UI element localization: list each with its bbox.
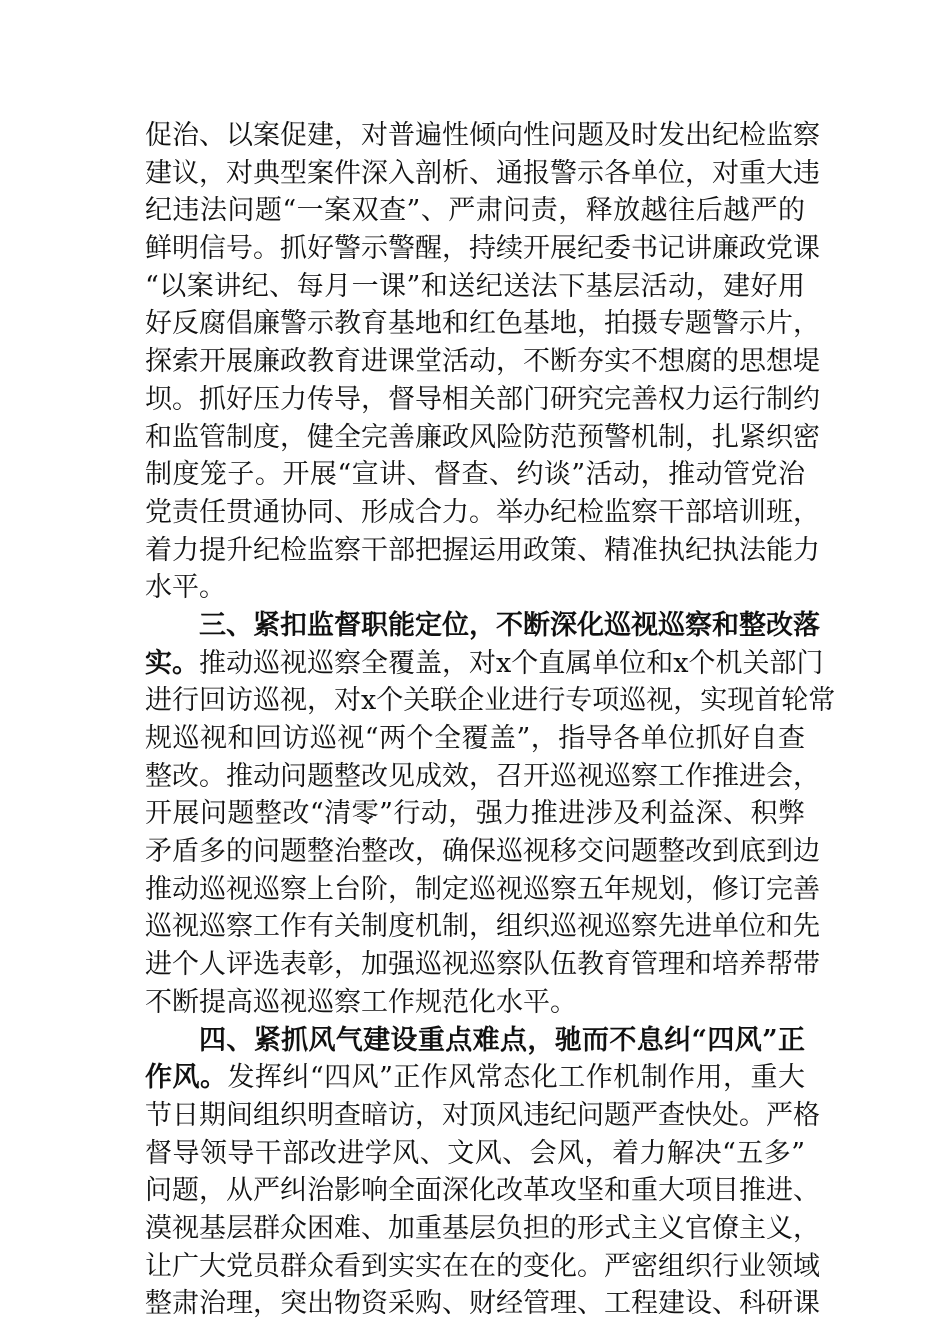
- text-line: [145, 494, 820, 532]
- text-line: [145, 1172, 820, 1210]
- text-line: [145, 1022, 805, 1060]
- text-run: 开展问题整改“清零”行动，强力推进涉及利益深、积弊: [145, 798, 805, 830]
- text-run: 鲜明信号。抓好警示警醒，持续开展纪委书记讲廉政党课: [145, 233, 820, 265]
- text-run: 节日期间组织明查暗访，对顶风违纪问题严查快处。严格: [145, 1099, 820, 1131]
- text-run: 坝。抓好压力传导，督导相关部门研究完善权力运行制约: [145, 383, 820, 415]
- text-line: [145, 1285, 820, 1323]
- text-line: [145, 720, 805, 758]
- text-run: “以案讲纪、每月一课”和送纪送法下基层活动，建好用: [145, 270, 805, 302]
- text-line: [145, 456, 805, 494]
- text-line: [145, 946, 820, 984]
- text-run: 整改。推动问题整改见成效，召开巡视巡察工作推进会，: [145, 760, 820, 792]
- text-run: 不断提高巡视巡察工作规范化水平。: [145, 986, 577, 1018]
- text-line: [145, 871, 820, 909]
- text-line: [145, 569, 805, 607]
- bold-heading-run: 作风。: [145, 1062, 228, 1094]
- text-line: [145, 984, 805, 1022]
- text-line: [145, 192, 805, 230]
- text-line: [145, 1097, 820, 1135]
- text-line: [145, 1248, 820, 1286]
- text-line: [145, 795, 805, 833]
- text-line: [145, 268, 805, 306]
- text-line: [145, 1059, 805, 1097]
- text-line: [145, 645, 824, 683]
- text-run: 好反腐倡廉警示教育基地和红色基地，拍摄专题警示片，: [145, 308, 820, 340]
- text-run: 进行回访巡视，对x个关联企业进行专项巡视，实现首轮常: [145, 685, 836, 717]
- text-run: 建议，对典型案件深入剖析、通报警示各单位，对重大违: [145, 157, 820, 189]
- bold-heading-run: 实。: [145, 647, 199, 679]
- text-line: [145, 607, 820, 645]
- text-line: [145, 1135, 805, 1173]
- text-run: 整肃治理，突出物资采购、财经管理、工程建设、科研课: [145, 1288, 820, 1320]
- text-line: [145, 155, 820, 193]
- text-line: [145, 305, 820, 343]
- text-line: [145, 833, 820, 871]
- text-run: 水平。: [145, 572, 226, 604]
- text-run: 制度笼子。开展“宣讲、督查、约谈”活动，推动管党治: [145, 459, 805, 491]
- text-line: [145, 381, 820, 419]
- text-line: [145, 532, 820, 570]
- text-run: 巡视巡察工作有关制度机制，组织巡视巡察先进单位和先: [145, 911, 820, 943]
- bold-heading-run: 三、紧扣监督职能定位，不断深化巡视巡察和整改落: [199, 609, 820, 641]
- text-run: 规巡视和回访巡视“两个全覆盖”，指导各单位抓好自查: [145, 723, 805, 754]
- text-run: 矛盾多的问题整治整改，确保巡视移交问题整改到底到边: [145, 836, 820, 868]
- text-line: [145, 682, 836, 720]
- text-run: 推动巡视巡察上台阶，制定巡视巡察五年规划，修订完善: [145, 873, 820, 905]
- text-run: 探索开展廉政教育进课堂活动，不断夯实不想腐的思想堤: [145, 346, 820, 378]
- text-run: 着力提升纪检监察干部把握运用政策、精准执纪执法能力: [145, 534, 820, 566]
- text-line: [145, 419, 820, 457]
- text-run: 推动巡视巡察全覆盖，对x个直属单位和x个机关部门: [199, 647, 824, 679]
- text-line: [145, 758, 820, 796]
- text-run: 发挥纠“四风”正作风常态化工作机制作用，重大: [227, 1062, 806, 1094]
- text-run: 和监管制度，健全完善廉政风险防范预警机制，扎紧织密: [145, 421, 820, 453]
- text-line: [145, 117, 820, 155]
- text-run: 问题，从严纠治影响全面深化改革攻坚和重大项目推进、: [145, 1175, 820, 1207]
- bold-heading-run: 四、紧抓风气建设重点难点，驰而不息纠“四风”正: [199, 1024, 805, 1056]
- text-run: 进个人评选表彰，加强巡视巡察队伍教育管理和培养帮带: [145, 949, 820, 981]
- text-run: 促治、以案促建，对普遍性倾向性问题及时发出纪检监察: [145, 120, 820, 151]
- text-run: 让广大党员群众看到实实在在的变化。严密组织行业领域: [145, 1250, 820, 1282]
- text-run: 漠视基层群众困难、加重基层负担的形式主义官僚主义，: [145, 1212, 820, 1244]
- text-line: [145, 908, 820, 946]
- body-text: [145, 117, 836, 1323]
- text-run: 督导领导干部改进学风、文风、会风，着力解决“五多”: [145, 1137, 805, 1169]
- text-run: 纪违法问题“一案双查”、严肃问责，释放越往后越严的: [145, 195, 805, 227]
- text-line: [145, 230, 820, 268]
- text-run: 党责任贯通协同、形成合力。举办纪检监察干部培训班，: [145, 496, 820, 528]
- text-line: [145, 1210, 820, 1248]
- text-line: [145, 343, 820, 381]
